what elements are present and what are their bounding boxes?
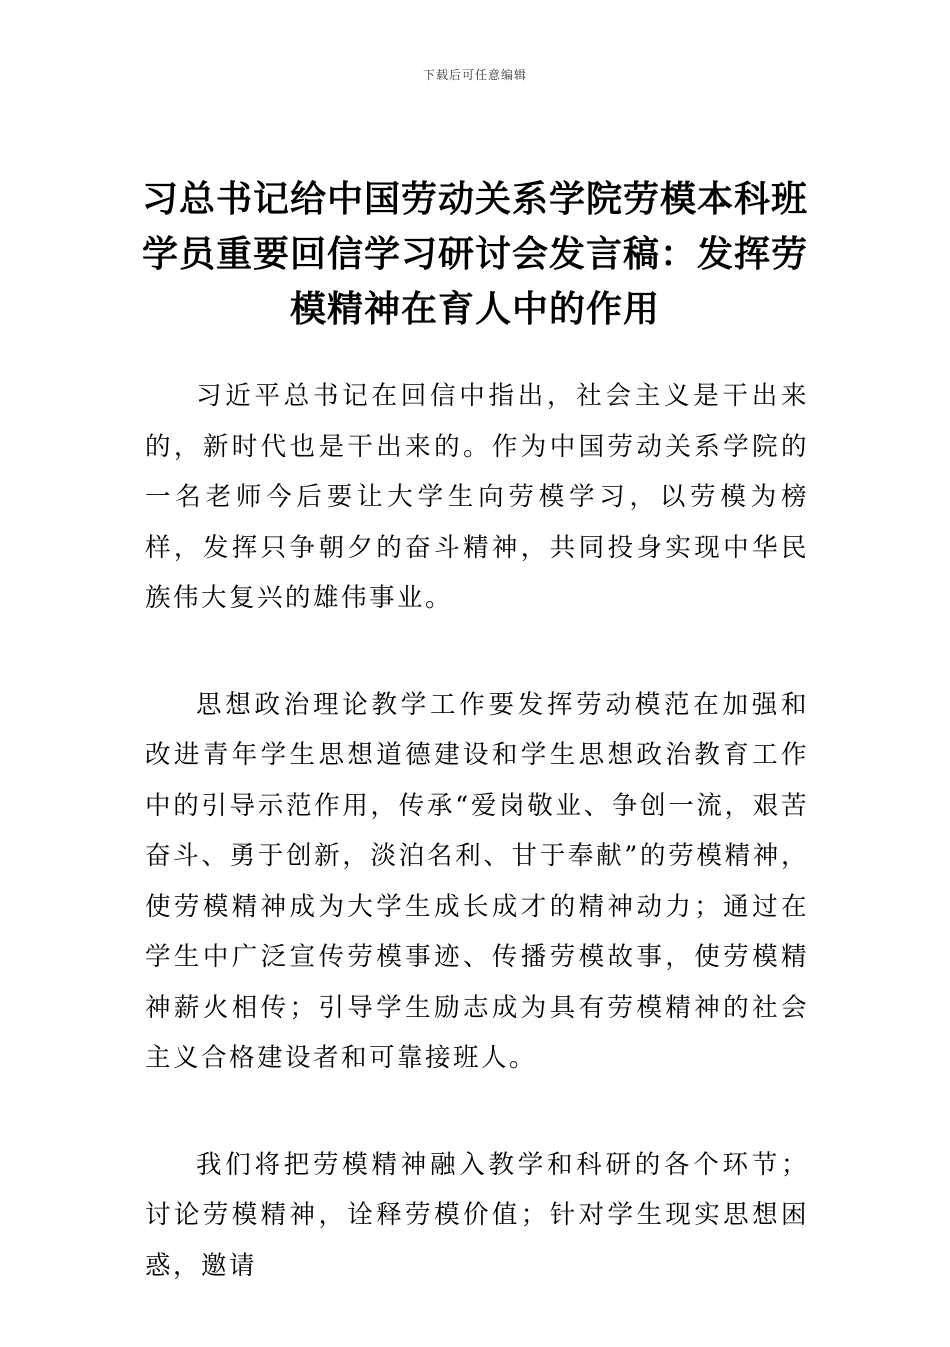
paragraph: 习近平总书记在回信中指出，社会主义是干出来的，新时代也是干出来的。作为中国劳动关系学院的一名老师今后要让大学生向劳模学习，以劳模为榜样，发挥只争朝夕的奋斗精神，共同投身实现中华民族伟大复兴的雄伟事业。 [145, 381, 809, 613]
paragraph: 思想政治理论教学工作要发挥劳动模范在加强和改进青年学生思想道德建设和学生思想政治教育工作中的引导示范作用，传承“爱岗敬业、争创一流，艰苦奋斗、勇于创新，淡泊名利、甘于奉献”的劳模精神，使劳模精神成为大学生成长成才的精神动力；通过在学生中广泛宣传劳模事迹、传播劳模故事，使劳模精神薪火相传；引导学生励志成为具有劳模精神的社会主义合格建设者和可靠接班人。 [145, 689, 809, 1073]
document-body [145, 371, 809, 1347]
paragraph: 我们将把劳模精神融入教学和科研的各个环节；讨论劳模精神，诠释劳模价值；针对学生现实思想困惑，邀请 [145, 1149, 809, 1281]
document-title: 习总书记给中国劳动关系学院劳模本科班学员重要回信学习研讨会发言稿：发挥劳模精神在育人中的作用 [141, 179, 808, 330]
header-note: 下载后可任意编辑 [422, 68, 527, 82]
